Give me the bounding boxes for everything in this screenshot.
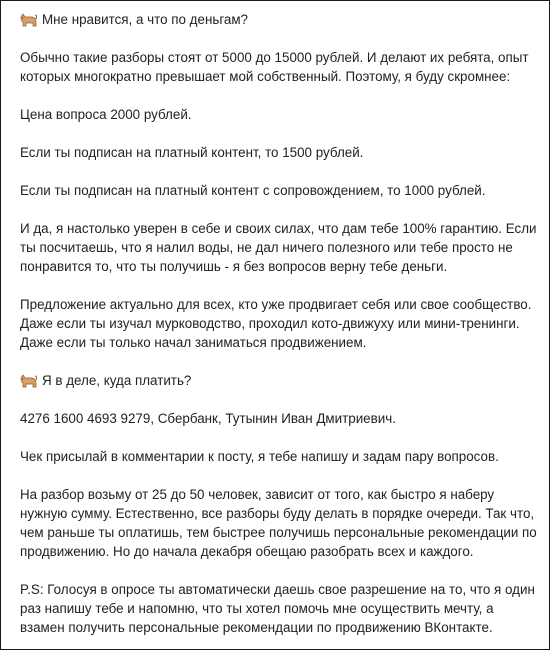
paragraph-ps: P.S: Голосуя в опросе ты автоматически даешь свое разрешение на то, что я один раз напишу тебе и напомню, что ты хотел помочь мне осуществить мечту, а взамен получить персональные рекомендации по продвижению ВКонтакте. <box>20 582 535 635</box>
heading-text: Я в деле, куда платить? <box>42 373 192 388</box>
paragraph-price-intro: Обычно такие разборы стоят от 5000 до 15000 рублей. И делают их ребята, опыт которых многократно превышает мой собственный. Поэтому, я буду скромнее: <box>20 50 529 84</box>
heading-text: Мне нравится, а что по деньгам? <box>42 12 249 27</box>
cat-emoji-icon <box>20 13 37 27</box>
paragraph-price-base: Цена вопроса 2000 рублей. <box>20 107 192 122</box>
paragraph-receipt: Чек присылай в комментарии к посту, я тебе напишу и задам пару вопросов. <box>20 449 499 464</box>
paragraph-guarantee: И да, я настолько уверен в себе и своих силах, что дам тебе 100% гарантию. Если ты посчитаешь, что я налил воды, не дал ничего полезного или тебе просто не понравится то, что ты получишь - я без вопросов верну тебе деньги. <box>20 221 537 274</box>
cat-emoji-icon <box>20 374 37 388</box>
section-heading-price <box>20 10 540 29</box>
paragraph-price-support: Если ты подписан на платный контент с сопровождением, то 1000 рублей. <box>20 183 486 198</box>
paragraph-payment-details: 4276 1600 4693 9279, Сбербанк, Тутынин Иван Дмитриевич. <box>20 411 396 426</box>
paragraph-audience: Предложение актуально для всех, кто уже продвигает себя или свое сообщество. Даже если ты изучал мурководство, проходил кото-движуху или мини-тренинги. Даже если ты только начал заниматься продвижением. <box>20 297 532 350</box>
paragraph-price-subscribed: Если ты подписан на платный контент, то 1500 рублей. <box>20 145 364 160</box>
section-heading-payment <box>20 371 540 390</box>
paragraph-capacity: На разбор возьму от 25 до 50 человек, зависит от того, как быстро я наберу нужную сумму. Естественно, все разборы буду делать в порядке очереди. Так что, чем раньше ты оплатишь, тем быстрее получишь персональные рекомендации по продвижению. Но до начала декабря обещаю разобрать всех и каждого. <box>20 487 537 559</box>
post-body <box>20 10 540 637</box>
